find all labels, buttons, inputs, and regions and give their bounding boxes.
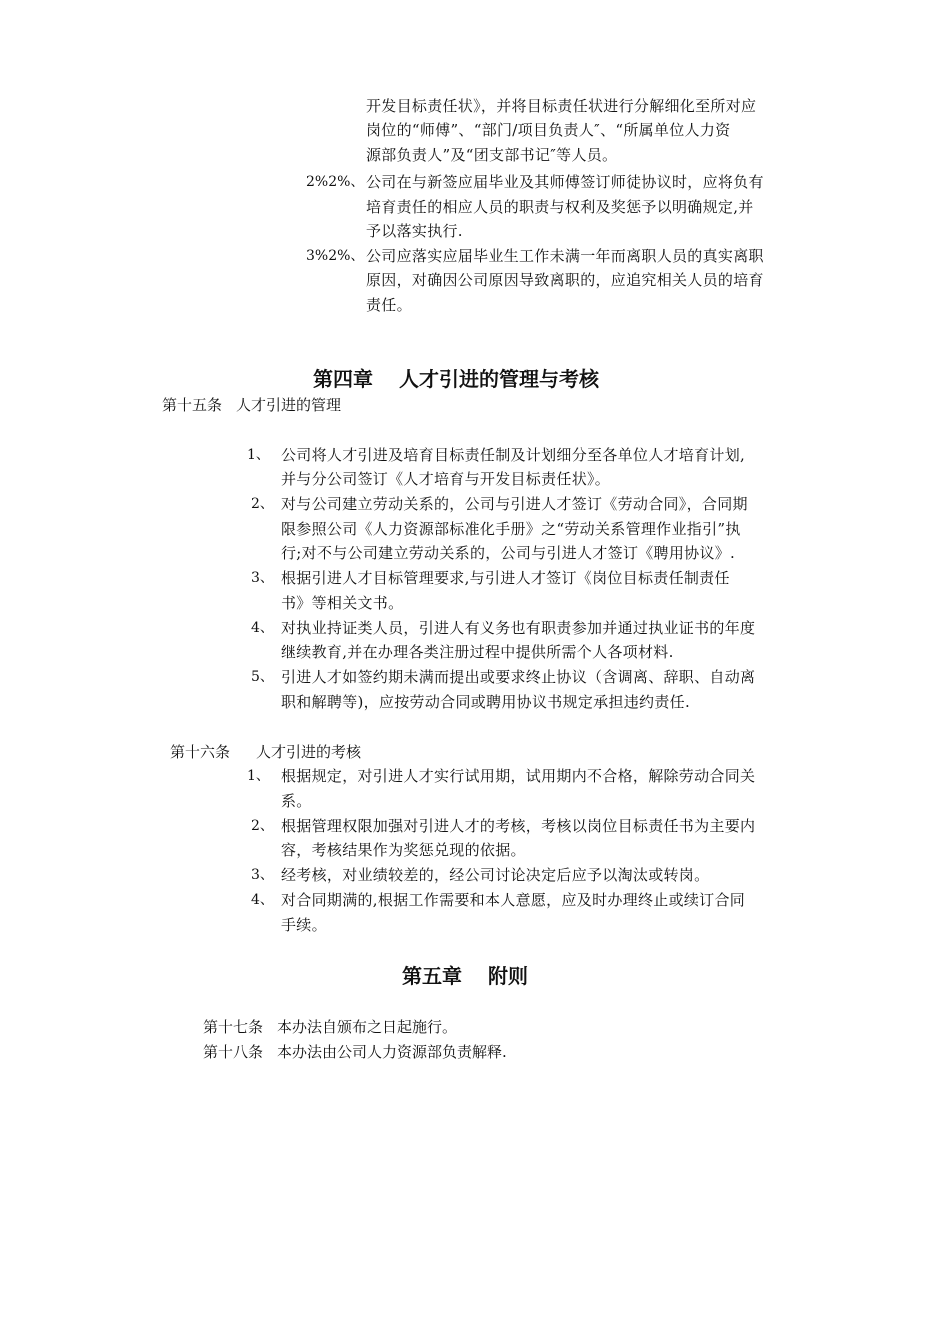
item-number: 3、 — [251, 570, 274, 586]
text-line: 继续教育,并在办理各类注册过程中提供所需个人各项材料. — [281, 643, 674, 661]
article-line — [203, 1017, 457, 1037]
article-number: 第十六条 — [170, 743, 231, 761]
article-title: 人才引进的管理 — [236, 396, 342, 414]
item-number: 4、 — [251, 892, 274, 908]
text-line: 经考核，对业绩较差的，经公司讨论决定后应予以淘汰或转岗。 — [281, 866, 710, 884]
article-title: 人才引进的考核 — [256, 743, 362, 761]
text-line: 根据引进人才目标管理要求,与引进人才签订《岗位目标责任制责任 — [281, 569, 730, 587]
article-number: 第十七条 — [203, 1018, 264, 1036]
text-line: 书》等相关文书。 — [281, 594, 404, 612]
article-text: 本办法由公司人力资源部负责解释. — [277, 1043, 507, 1061]
text-line: 源部负责人”及“团支部书记″等人员。 — [366, 146, 618, 164]
item-number: 2、 — [251, 818, 274, 834]
text-line: 引进人才如签约期未满而提出或要求终止协议（含调离、辞职、自动离 — [281, 668, 756, 686]
text-line: 并与分公司签订《人才培育与开发目标责任状》。 — [281, 470, 611, 488]
text-line: 责任。 — [366, 296, 412, 314]
article-heading — [162, 395, 341, 415]
text-line: 手续。 — [281, 916, 327, 934]
text-line: 原因，对确因公司原因导致离职的，应追究相关人员的培育 — [366, 271, 764, 289]
item-number: 1、 — [247, 447, 270, 463]
text-line: 予以落实执行. — [366, 222, 463, 240]
article-line — [203, 1042, 507, 1062]
item-number: 2、 — [251, 496, 274, 512]
item-number: 5、 — [251, 669, 274, 685]
article-heading — [170, 742, 361, 762]
chapter-heading — [402, 963, 528, 989]
text-line: 开发目标责任状》，并将目标责任状进行分解细化至所对应 — [366, 97, 757, 115]
text-line: 对合同期满的,根据工作需要和本人意愿，应及时办理终止或续订合同 — [281, 891, 746, 909]
text-line: 对执业持证类人员，引进人有义务也有职责参加并通过执业证书的年度 — [281, 619, 756, 637]
text-line: 公司将人才引进及培育目标责任制及计划细分至各单位人才培育计划, — [281, 446, 746, 464]
item-number: 3、 — [251, 867, 274, 883]
text-line: 根据管理权限加强对引进人才的考核，考核以岗位目标责任书为主要内 — [281, 817, 756, 835]
text-line: 岗位的“师傅”、“部门/项目负责人″、“所属单位人力资 — [366, 121, 731, 139]
article-number: 第十八条 — [203, 1043, 264, 1061]
chapter-number: 第五章 — [402, 964, 462, 988]
article-number: 第十五条 — [162, 396, 223, 414]
text-line: 公司应落实应届毕业生工作未满一年而离职人员的真实离职 — [366, 247, 764, 265]
text-line: 对与公司建立劳动关系的，公司与引进人才签订《劳动合同》，合同期 — [281, 495, 748, 513]
text-line: 职和解聘等)，应按劳动合同或聘用协议书规定承担违约责任. — [281, 693, 691, 711]
item-number: 4、 — [251, 620, 274, 636]
chapter-heading — [313, 366, 599, 392]
text-line: 根据规定，对引进人才实行试用期，试用期内不合格，解除劳动合同关 — [281, 767, 756, 785]
item-number: 3%2%、 — [306, 248, 365, 264]
article-text: 本办法自颁布之日起施行。 — [277, 1018, 458, 1036]
text-line: 行;对不与公司建立劳动关系的，公司与引进人才签订《聘用协议》. — [281, 544, 736, 562]
chapter-number: 第四章 — [313, 367, 373, 391]
text-line: 限参照公司《人力资源部标准化手册》之“劳动关系管理作业指引”执 — [281, 520, 741, 538]
text-line: 培育责任的相应人员的职责与权利及奖惩予以明确规定,并 — [366, 198, 754, 216]
text-line: 系。 — [281, 792, 312, 810]
chapter-title: 人才引进的管理与考核 — [399, 367, 599, 391]
text-line: 容，考核结果作为奖惩兑现的依据。 — [281, 841, 526, 859]
item-number: 1、 — [247, 768, 270, 784]
text-line: 公司在与新签应届毕业及其师傅签订师徒协议时，应将负有 — [366, 173, 764, 191]
chapter-title: 附则 — [488, 964, 528, 988]
item-number: 2%2%、 — [306, 174, 365, 190]
